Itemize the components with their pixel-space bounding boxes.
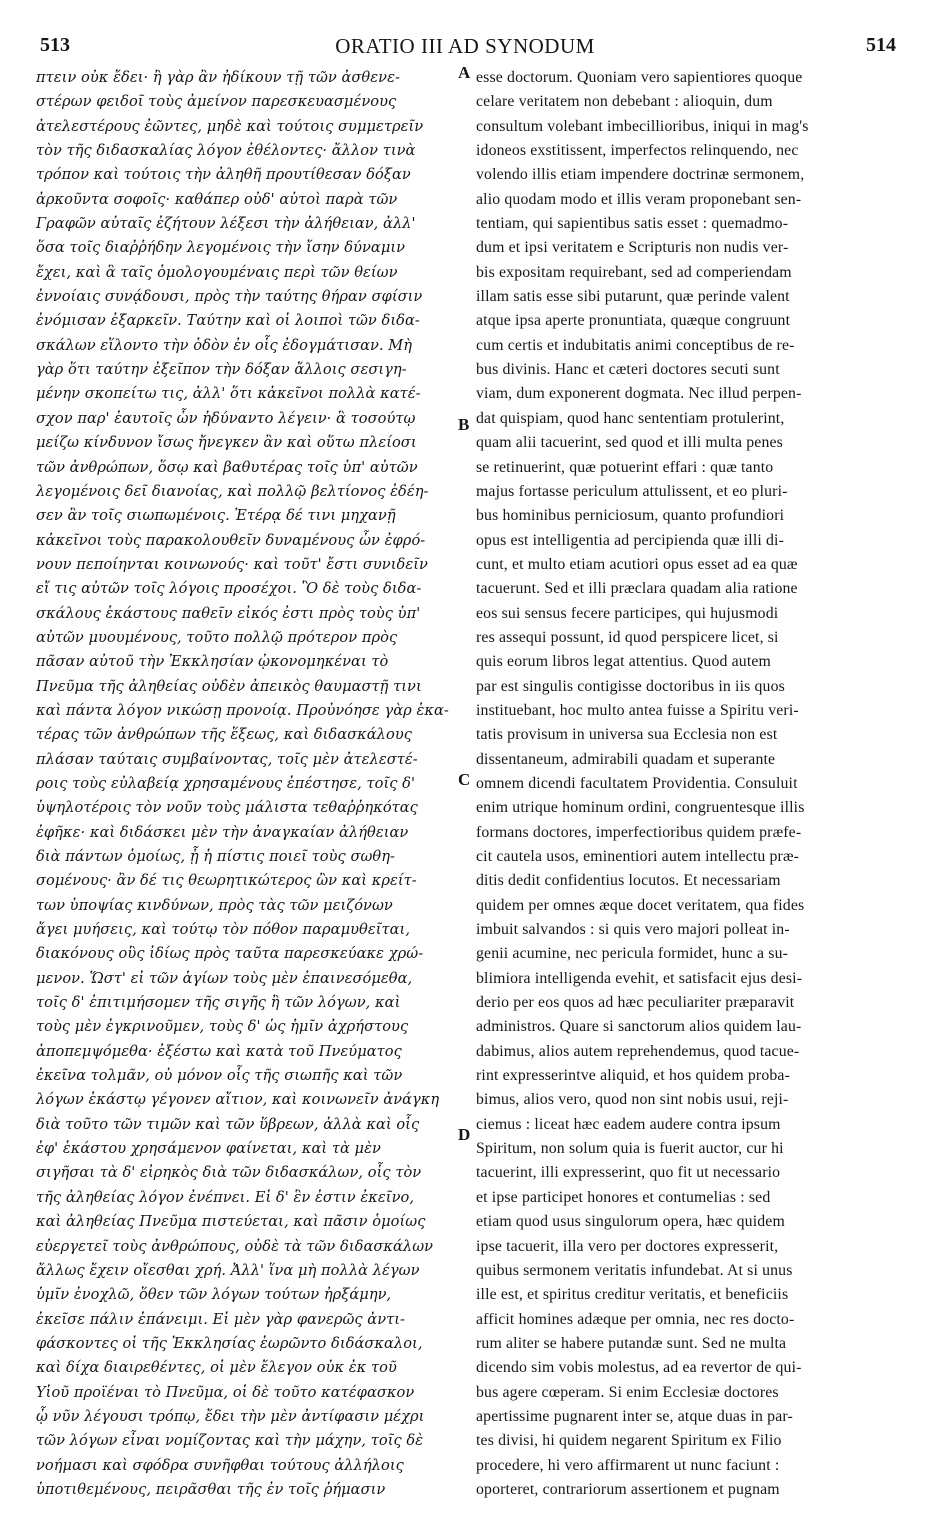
greek-text-line: τῶν ἀνθρώπων, ὅσῳ καὶ βαθυτέρας τοῖς ὑπ' αὐτῶν — [36, 458, 418, 476]
latin-text-line: quis eorum libros legat attentius. Quod autem — [476, 653, 771, 671]
greek-text-line: ἐννοίαις συνᾴδουσι, πρὸς τὴν ταύτης θήραν σφίσιν — [36, 288, 423, 306]
latin-text-line: ille est, et spiritus creditur veritatis, et beneficiis — [476, 1286, 789, 1304]
latin-text-line: alio quodam modo et illis veram proponebant sen- — [476, 190, 802, 208]
greek-text-line: τὸν τῆς διδασκαλίας λόγον ἐθέλοντες· ἄλλον τινὰ — [36, 142, 416, 160]
greek-text-column — [36, 66, 456, 1502]
latin-text-line: ipse tacuerit, illa vero per doctores expresserit, — [476, 1237, 779, 1255]
latin-text-line: dissentaneum, admirabili quadam et superante — [476, 750, 776, 768]
greek-text-line: τῆς ἀληθείας λόγον ἐνέπνει. Εἰ δ' ἓν ἐστιν ἐκεῖνο, — [36, 1188, 415, 1206]
latin-text-line: rum aliter se habere putandæ sunt. Sed ne multa — [476, 1334, 787, 1352]
latin-text-line: quam alii tacuerint, sed quod et illi multa penes — [476, 434, 783, 452]
latin-text-line: ditis dedit confidentius locutos. Et necessariam — [476, 872, 781, 890]
latin-text-line: etiam quod usus singulorum opera, hæc quidem — [476, 1213, 785, 1231]
greek-text-line: ἐνόμισαν ἐξαρκεῖν. Ταύτην καὶ οἱ λοιποὶ τῶν διδα- — [36, 312, 420, 330]
greek-text-line: νουν πεποίηνται κοινωνούς· καὶ τοῦτ' ἔστι συνιδεῖν — [36, 555, 428, 573]
latin-text-line: opus est intelligentia ad percipienda quæ illi di- — [476, 531, 785, 549]
latin-text-line: celare veritatem non debebant : alioquin, dum — [476, 93, 773, 111]
greek-text-line: σομένους· ἂν δέ τις θεωρητικώτερος ὢν καὶ κρείτ- — [36, 872, 417, 890]
latin-text-line: genii acumine, nec pericula formidet, hunc a su- — [476, 945, 789, 963]
greek-text-line: Πνεῦμα τῆς ἀληθείας οὐδὲν ἀπεικὸς θαυμαστῇ τινι — [36, 677, 422, 695]
latin-text-line: dum et ipsi veritatem e Scripturis non nudis ver- — [476, 239, 789, 257]
greek-text-line: ἐκεῖσε πάλιν ἐπάνειμι. Εἰ μὲν γὰρ φανερῶς ἀντι- — [36, 1310, 406, 1328]
latin-text-line: Spiritum, non solum quia is fuerit auctor, cur hi — [476, 1140, 784, 1158]
greek-text-line: ἀτελεστέρους ἐῶντες, μηδὲ καὶ τούτοις συμμετρεῖν — [36, 117, 424, 135]
section-marker-a: A — [458, 63, 471, 82]
greek-text-line: καὶ ἀληθείας Πνεῦμα πιστεύεται, καὶ πᾶσιν ὁμοίως — [36, 1213, 426, 1231]
greek-text-line: τρόπον καὶ τούτοις τὴν ἀληθῆ προυτίθεσαν δόξαν — [36, 166, 411, 184]
greek-text-line: ὑποτιθεμένους, πειρᾶσθαι τῆς ἐν τοῖς ῥήμασιν — [36, 1480, 386, 1498]
greek-text-line: σκάλων εἵλοντο τὴν ὁδὸν ἐν οἷς ἐδογμάτισαν. Μὴ — [36, 336, 413, 354]
latin-text-line: eos sui sensus fecere participes, qui hujusmodi — [476, 604, 779, 622]
latin-text-line: derio per eos quos ad hæc peculiariter præparavit — [476, 994, 795, 1012]
latin-text-line: tes divisi, hi quidem negarent Spiritum ex Filio — [476, 1432, 782, 1450]
latin-text-line: viam, dum exponerent dogmata. Nec illud perpen- — [476, 385, 802, 403]
greek-text-line: ἄγει μυήσεις, καὶ τούτῳ τὸν πόθον παραμυθεῖται, — [36, 921, 411, 939]
page-number-right: 514 — [866, 34, 896, 56]
latin-text-line: omnem dicendi facultatem Providentia. Consuluit — [476, 774, 798, 792]
greek-text-line: ὑμῖν ἐνοχλῶ, ὅθεν τῶν λόγων τούτων ἠρξάμην, — [36, 1286, 392, 1304]
latin-text-line: tentiam, qui sapientibus satis esset : quemadmo- — [476, 215, 789, 233]
greek-text-line: ἐφ' ἑκάστου χρησάμενον φαίνεται, καὶ τὰ μὲν — [36, 1140, 381, 1158]
greek-text-line: φάσκοντες οἱ τῆς Ἐκκλησίας ἑωρῶντο διδάσκαλοι, — [36, 1334, 423, 1352]
latin-text-line: bus divinis. Hanc et cæteri doctores secuti sunt — [476, 361, 780, 379]
latin-text-line: consultum volebant imbecillioribus, iniqui in mag's — [476, 117, 809, 135]
greek-text-line: τοῖς δ' ἐπιτιμήσομεν τῆς σιγῆς ἢ τῶν λόγων, καὶ — [36, 994, 401, 1012]
greek-text-line: ἀποπεμψόμεθα· ἐξέστω καὶ κατὰ τοῦ Πνεύματος — [36, 1042, 402, 1060]
latin-text-line: atque ipsa aperte pronuntiata, quæque congruunt — [476, 312, 791, 330]
page-number-left: 513 — [40, 34, 70, 56]
latin-text-line: procedere, hi vero affirmarent ut nunc faciunt : — [476, 1456, 780, 1474]
greek-text-line: ἄλλως ἔχειν οἴεσθαι χρή. Ἀλλ' ἵνα μὴ πολλὰ λέγων — [36, 1261, 420, 1279]
latin-text-line: apertissime pugnarent inter se, atque duas in par- — [476, 1407, 793, 1425]
latin-text-line: cit cautela usos, eminentiori autem intellectu præ- — [476, 848, 800, 865]
latin-text-line: bus agere cœperam. Si enim Ecclesiæ doctores — [476, 1383, 779, 1401]
greek-text-line: εἴ τις αὐτῶν τοῖς λόγοις προσέχοι. Ὃ δὲ τοὺς διδα- — [36, 580, 422, 598]
greek-text-line: στέρων φειδοῖ τοὺς ἀμείνον παρεσκευασμένους — [36, 93, 397, 111]
greek-text-line: τέρας τῶν ἀνθρώπων τῆς ἕξεως, καὶ διδασκάλους — [36, 726, 412, 744]
latin-text-line: bimus, alios vero, quod non sint nobis usui, reji- — [476, 1091, 789, 1109]
greek-text-line: ἔχει, καὶ ἃ ταῖς ὁμολογουμέναις περὶ τῶν θείων — [36, 263, 398, 281]
latin-text-line: cum certis et indubitatis animi conceptibus de re- — [476, 336, 795, 354]
latin-text-line: bus hominibus perniciosum, quanto profundiori — [476, 507, 785, 525]
section-marker-b: B — [458, 415, 470, 434]
greek-text-line: γὰρ ὅτι ταύτην ἐξεῖπον τὴν δόξαν ἄλλοις σεσιγη- — [36, 361, 407, 379]
greek-text-line: ἀρκοῦντα σοφοῖς· καθάπερ οὐδ' αὐτοὶ παρὰ τῶν — [36, 190, 398, 208]
greek-text-line: ἐφῆκε· καὶ διδάσκει μὲν τὴν ἀναγκαίαν ἀλήθειαν — [36, 823, 409, 841]
greek-text-line: σιγῆσαι τὰ δ' εἰρηκὸς διὰ τῶν διδασκάλων, οἷς τὸν — [36, 1164, 422, 1182]
page-header — [34, 34, 896, 64]
latin-text-line: et ipse participet honores et contumelias : sed — [476, 1188, 771, 1206]
latin-text-line: se retinuerint, quæ potuerint effari : quæ tanto — [476, 458, 774, 476]
latin-text-line: bis expositam requirebant, sed ad comperiendam — [476, 263, 792, 281]
greek-text-line: καὶ πάντα λόγον νικώσῃ προνοίᾳ. Προὐνόησε γὰρ ἑκα- — [36, 701, 449, 719]
latin-text-line: imbuit salvandos : si quis vero majori polleat in- — [476, 921, 790, 939]
greek-text-line: μενον. Ὥστ' εἰ τῶν ἁγίων τοὺς μὲν ἐπαινεσόμεθα, — [36, 969, 413, 987]
greek-text-line: αὐτῶν μυουμένους, τοῦτο πολλῷ πρότερον πρὸς — [36, 628, 398, 646]
section-marker-d: D — [458, 1125, 471, 1144]
greek-text-line: καὶ δίχα διαιρεθέντες, οἱ μὲν ἔλεγον οὐκ ἐκ τοῦ — [36, 1359, 397, 1377]
greek-text-line: νοήμασι καὶ σφόδρα συνῆφθαι τούτους ἀλλήλοις — [36, 1456, 404, 1474]
latin-text-line: dicendo sim vobis molestus, ad ea revertor de qui- — [476, 1359, 802, 1377]
latin-text-line: ciemus : liceat hæc eadem audere contra ipsum — [476, 1115, 781, 1133]
latin-text-line: dat quispiam, quod hanc sententiam protulerint, — [476, 409, 785, 427]
latin-text-line: volendo illis etiam impendere doctrinæ sermonem, — [476, 166, 805, 184]
greek-text-line: μείζω κίνδυνον ἴσως ἤνεγκεν ἂν καὶ οὕτω πλείοσι — [36, 434, 417, 452]
latin-text-line: instituebant, hoc multo antea fuisse a Spiritu veri- — [476, 701, 799, 719]
greek-text-line: εὐεργετεῖ τοὺς ἀνθρώπους, οὐδὲ τὰ τῶν διδασκάλων — [36, 1237, 434, 1255]
latin-text-line: illam satis esse sibi putarunt, quæ perinde valent — [476, 288, 790, 306]
latin-text-line: cunt, et multo etiam acutiori opus esset ad ea quæ — [476, 555, 798, 573]
latin-text-line: administros. Quare si sanctorum alios quidem lau- — [476, 1018, 802, 1036]
greek-text-line: διὰ πάντων ὁμοίως, ᾗ ἡ πίστις ποιεῖ τοὺς σωθη- — [36, 848, 396, 865]
greek-text-line: τῶν λόγων εἶναι νομίζοντας καὶ τὴν μάχην, τοῖς δὲ — [36, 1432, 424, 1450]
latin-text-line: oporteret, contrariorum assertionem et pugnam — [476, 1480, 780, 1498]
greek-text-line: λόγων ἑκάστῳ γέγονεν αἴτιον, καὶ κοινωνεῖν ἀνάγκη — [36, 1091, 440, 1109]
running-title: ORATIO III AD SYNODUM — [335, 34, 595, 58]
latin-text-line: majus fortasse periculum attulissent, et eo pluri- — [476, 482, 788, 500]
latin-text-line: rint expresserintve aliquid, et hos quidem proba- — [476, 1067, 790, 1085]
greek-text-line: ὅσα τοῖς διαῤῥήδην λεγομένοις τὴν ἴσην δύναμιν — [36, 239, 406, 257]
greek-text-line: Γραφῶν αὐταῖς ἐζήτουν λέξεσι τὴν ἀλήθειαν, ἀλλ' — [36, 215, 416, 233]
greek-text-line: διὰ τοῦτο τῶν τιμῶν καὶ τῶν ὕβρεων, ἀλλὰ καὶ οἷς — [36, 1115, 420, 1133]
greek-text-line: ἐκεῖνα τολμᾶν, οὐ μόνον οἷς τῆς σιωπῆς καὶ τῶν — [36, 1067, 403, 1085]
latin-text-line: dabimus, alios autem reprehendemus, quod tacue- — [476, 1042, 800, 1060]
greek-text-line: πλάσαν ταύταις συμβαίνοντας, τοῖς μὲν ἀτελεστέ- — [36, 750, 418, 768]
latin-text-line: quibus sermonem veritatis infundebat. At si unus — [476, 1261, 793, 1279]
greek-text-line: διακόνους οὓς ἰδίως πρὸς ταῦτα παρεσκεύακε χρώ- — [36, 945, 424, 963]
greek-text-line: κἀκεῖνοι τοὺς παρακολουθεῖν δυναμένους ὧν ἐφρό- — [36, 531, 426, 549]
greek-text-line: των ὑποψίας κινδύνων, πρὸς τὰς τῶν μειζόνων — [36, 896, 393, 914]
latin-text-line: idoneos exstitissent, imperfectos relinquendo, nec — [476, 142, 799, 160]
latin-text-line: tacuerint, illi expresserint, quo fit ut necessario — [476, 1164, 781, 1182]
latin-text-line: esse doctorum. Quoniam vero sapientiores quoque — [476, 69, 803, 86]
latin-text-line: quidem per omnes æque docet veritatem, qua fides — [476, 896, 805, 914]
greek-text-line: ροις τοὺς εὐλαβείᾳ χρησαμένους ἐπέστησε, τοῖς δ' — [36, 774, 416, 792]
latin-text-line: tacuerunt. Sed et illi præclara quadam alia ratione — [476, 580, 798, 598]
greek-text-line: σκάλους ἑκάστους παθεῖν εἰκός ἐστι πρὸς τοὺς ὑπ' — [36, 604, 421, 622]
latin-text-line: blimiora intelligenda evehit, et satisfacit ejus desi- — [476, 969, 803, 987]
greek-text-line: σεν ἂν τοῖς σιωπωμένοις. Ἑτέρᾳ δέ τινι μηχανῇ — [36, 507, 396, 525]
latin-text-column — [476, 66, 896, 1502]
greek-text-line: σχον παρ' ἑαυτοῖς ὧν ἠδύναντο λέγειν· ἃ τοσούτῳ — [36, 409, 416, 427]
greek-text-line: λεγομένοις δεῖ διανοίας, καὶ πολλῷ βελτίονος ἐδέη- — [36, 482, 429, 500]
greek-text-line: μένην σκοπείτω τις, ἀλλ' ὅτι κἀκεῖνοι πολλὰ κατέ- — [36, 385, 421, 403]
latin-text-line: res assequi possunt, id quod perspicere licet, si — [476, 628, 779, 646]
greek-text-line: τοὺς μὲν ἐγκρινοῦμεν, τοὺς δ' ὡς ἡμῖν ἀχρήστους — [36, 1018, 409, 1036]
greek-text-line: πτειν οὐκ ἔδει· ἢ γὰρ ἂν ἠδίκουν τῇ τῶν ἀσθενε- — [36, 69, 400, 86]
latin-text-line: par est singulis contigisse doctoribus in iis quos — [476, 677, 785, 695]
greek-text-line: Υἱοῦ προϊέναι τὸ Πνεῦμα, οἱ δὲ τοῦτο κατέφασκον — [36, 1383, 415, 1401]
greek-text-line: πᾶσαν αὐτοῦ τὴν Ἐκκλησίαν ᾠκονομηκέναι τὸ — [36, 653, 389, 671]
latin-text-line: enim utrique hominum ordini, congruentesque illis — [476, 799, 805, 817]
section-marker-c: C — [458, 770, 471, 789]
greek-text-line: ὑψηλοτέροις τὸν νοῦν τοὺς μάλιστα τεθαῤῥηκότας — [36, 799, 418, 817]
greek-text-line: ᾧ νῦν λέγουσι τρόπῳ, ἔδει τὴν μὲν ἀντίφασιν μέχρι — [36, 1407, 425, 1425]
latin-text-line: tatis provisum in universa sua Ecclesia non est — [476, 726, 778, 744]
latin-text-line: afficit homines adæque per omnia, nec res docto- — [476, 1310, 795, 1328]
latin-text-line: formans doctores, imperfectioribus quidem præfe- — [476, 823, 802, 841]
